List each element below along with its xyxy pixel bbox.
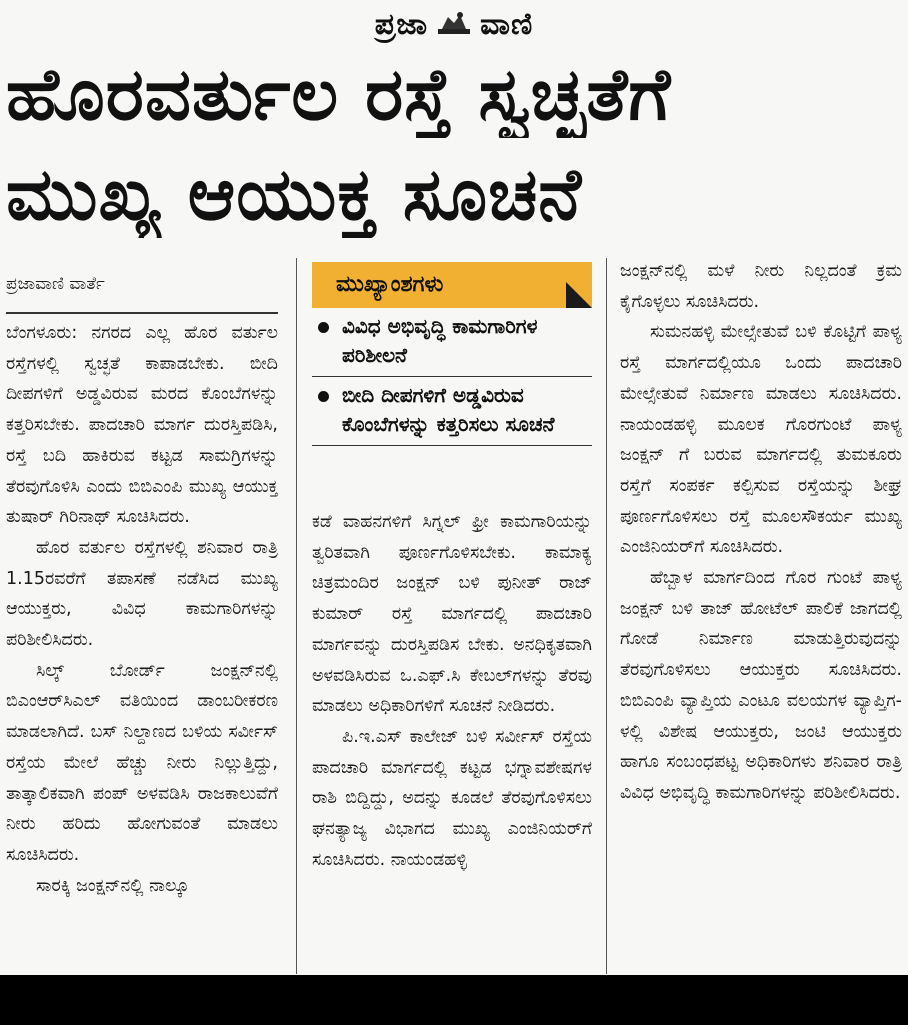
paragraph: ಬೆಂಗಳೂರು: ನಗರದ ಎಲ್ಲ ಹೊರ ವರ್ತುಲ ರಸ್ತೆಗಳಲ್ಲಿ ಸ್ವಚ್ಛತೆ ಕಾಪಾಡಬೇಕು. ಬೀದಿ ದೀಪಗಳಿಗೆ ಅಡ್ಡವಿರುವ ಮರದ ಕೊಂಬೆಗಳನ್ನು ಕತ್ತರಿಸಬೇಕು. ಪಾದಚಾರಿ ಮಾರ್ಗ ದುರಸ್ತಿಪಡಿಸಿ, ರಸ್ತೆ ಬದಿ ಹಾಕಿರುವ ಕಟ್ಟಡ ಸಾಮಗ್ರಿಗಳನ್ನು ತೆರವುಗೊಳಿಸಿ ಎಂದು ಬಿಬಿಎಂಪಿ ಮುಖ್ಯ ಆಯುಕ್ತ ತುಷಾರ್ ಗಿರಿನಾಥ್ ಸೂಚಿಸಿದರು.: [6, 323, 278, 528]
newspaper-emblem-icon: [436, 9, 472, 39]
highlight-text: ಬೀದಿ ದೀಪಗಳಿಗೆ ಅಡ್ಡವಿರುವ ಕೊಂಬೆಗಳನ್ನು ಕತ್ತರಿಸಲು ಸೂಚನೆ: [342, 383, 555, 436]
highlight-item: [312, 308, 592, 377]
article-column-1: [6, 256, 278, 901]
highlights-box: [312, 262, 592, 446]
byline: ಪ್ರಜಾವಾಣಿ ವಾರ್ತೆ: [6, 274, 105, 294]
highlight-item: [312, 377, 592, 446]
paragraph: ಹೆಬ್ಬಾಳ ಮಾರ್ಗದಿಂದ ಗೊರ ಗುಂಟೆ ಪಾಳ್ಯ ಜಂಕ್ಷನ್ ಬಳಿ ತಾಜ್ ಹೋಟೆಲ್ ಪಾಲಿಕೆ ಜಾಗದಲ್ಲಿ ಗೋಡೆ ನಿರ್ಮಾಣ ಮಾಡುತ್ತಿರುವುದನ್ನು ತೆರವುಗೊಳಿಸಲು ಆಯುಕ್ತರು ಸೂಚಿಸಿದರು. ಬಿಬಿಎಂಪಿ ವ್ಯಾಪ್ತಿಯ ಎಂಟೂ ವಲಯಗಳ ವ್ಯಾಪ್ತಿಗ- ಳಲ್ಲಿ ವಿಶೇಷ ಆಯುಕ್ತರು, ಜಂಟಿ ಆಯುಕ್ತರು ಹಾಗೂ ಸಂಬಂಧಪಟ್ಟ ಅಧಿಕಾರಿಗಳು ಶನಿವಾರ ರಾತ್ರಿ ವಿವಿಧ ಅಭಿವೃದ್ಧಿ ಕಾಮಗಾರಿಗಳನ್ನು ಪರಿಶೀಲಿಸಿದರು.: [620, 568, 902, 803]
paragraph: ಸಿಲ್ಕ್ ಬೋರ್ಡ್ ಜಂಕ್ಷನ್‌ನಲ್ಲಿ ಬಿಎಂಆರ್‌ಸಿಎಲ್ ವತಿಯಿಂದ ಡಾಂಬರೀಕರಣ ಮಾಡಲಾಗಿದೆ. ಬಸ್ ನಿಲ್ದಾಣದ ಬಳಿಯ ಸರ್ವೀಸ್ ರಸ್ತೆಯ ಮೇಲೆ ಹೆಚ್ಚು ನೀರು ನಿಲ್ಲುತ್ತಿದ್ದು, ತಾತ್ಕಾಲಿಕವಾಗಿ ಪಂಪ್ ಅಳವಡಿಸಿ ರಾಜಕಾಲುವೆಗೆ ನೀರು ಹರಿದು ಹೋಗುವಂತೆ ಮಾಡಲು ಸೂಚಿಸಿದರು.: [6, 660, 278, 865]
highlights-title-bar: [312, 262, 592, 308]
column-divider: [296, 258, 297, 974]
bullet-icon: [318, 322, 329, 333]
paragraph: ಹೊರ ವರ್ತುಲ ರಸ್ತೆಗಳಲ್ಲಿ ಶನಿವಾರ ರಾತ್ರಿ 1.15ರವರೆಗೆ ತಪಾಸಣೆ ನಡೆಸಿದ ಮುಖ್ಯ ಆಯುಕ್ತರು, ವಿವಿಧ ಕಾಮಗಾರಿಗಳನ್ನು ಪರಿಶೀಲಿಸಿದರು.: [6, 537, 278, 651]
highlight-text: ವಿವಿಧ ಅಭಿವೃದ್ಧಿ ಕಾಮಗಾರಿಗಳ ಪರಿಶೀಲನೆ: [342, 314, 538, 367]
bottom-black-bar: [0, 975, 908, 1025]
article-column-2: [312, 507, 592, 875]
bullet-icon: [318, 391, 329, 402]
headline-line-2: ಮುಖ್ಯ ಆಯುಕ್ತ ಸೂಚನೆ: [6, 152, 583, 236]
byline-divider: [6, 312, 278, 314]
masthead: [0, 2, 908, 46]
masthead-brand-left: ಪ್ರಜಾ: [374, 6, 429, 42]
paragraph: ಕಡೆ ವಾಹನಗಳಿಗೆ ಸಿಗ್ನಲ್ ಫ್ರೀ ಕಾಮಗಾರಿಯನ್ನು ತ್ವರಿತವಾಗಿ ಪೂರ್ಣಗೊಳಿಸಬೇಕು. ಕಾಮಾಕ್ಯ ಚಿತ್ರಮಂದಿರ ಜಂಕ್ಷನ್ ಬಳಿ ಪುನೀತ್ ರಾಜ್ ಕುಮಾರ್ ರಸ್ತೆ ಮಾರ್ಗದಲ್ಲಿ ಪಾದಚಾರಿ ಮಾರ್ಗವನ್ನು ದುರಸ್ತಿಪಡಿಸ ಬೇಕು. ಅನಧಿಕೃತವಾಗಿ ಅಳವಡಿಸಿರುವ ಒ.ಎಫ್.ಸಿ ಕೇಬಲ್‌ಗಳನ್ನು ತೆರವು ಮಾಡಲು ಅಧಿಕಾರಿಗಳಿಗೆ ಸೂಚನೆ ನೀಡಿದರು.: [312, 512, 592, 717]
paragraph: ಸಾರಕ್ಕಿ ಜಂಕ್ಷನ್‌ನಲ್ಲಿ ನಾಲ್ಕೂ: [36, 875, 190, 896]
masthead-brand-right: ವಾಣಿ: [480, 6, 534, 42]
paragraph: ಪಿ.ಇ.ಎಸ್ ಕಾಲೇಜ್ ಬಳಿ ಸರ್ವೀಸ್ ರಸ್ತೆಯ ಪಾದಚಾರಿ ಮಾರ್ಗದಲ್ಲಿ ಕಟ್ಟಡ ಭಗ್ನಾವಶೇಷಗಳ ರಾಶಿ ಬಿದ್ದಿದ್ದು, ಅದನ್ನು ಕೂಡಲೆ ತೆರವುಗೊಳಿಸಲು ಘನತ್ಯಾಜ್ಯ ವಿಭಾಗದ ಮುಖ್ಯ ಎಂಜಿನಿಯರ್‌ಗೆ ಸೂಚಿಸಿದರು. ನಾಯಂಡಹಳ್ಳಿ: [312, 726, 592, 870]
column-divider: [606, 258, 607, 974]
paragraph: ಜಂಕ್ಷನ್‌ನಲ್ಲಿ ಮಳೆ ನೀರು ನಿಲ್ಲದಂತೆ ಕ್ರಮ ಕೈಗೊಳ್ಳಲು ಸೂಚಿಸಿದರು.: [620, 261, 902, 312]
page-fold-icon: [566, 282, 592, 308]
paragraph: ಸುಮನಹಳ್ಳಿ ಮೇಲ್ಸೇತುವೆ ಬಳಿ ಕೊಟ್ಟಿಗೆ ಪಾಳ್ಯ ರಸ್ತೆ ಮಾರ್ಗದಲ್ಲಿಯೂ ಒಂದು ಪಾದಚಾರಿ ಮೇಲ್ಸೇತುವೆ ನಿರ್ಮಾಣ ಮಾಡಲು ಸೂಚಿಸಿದರು. ನಾಯಂಡಹಳ್ಳಿ ಮೂಲಕ ಗೊರಗುಂಟೆ ಪಾಳ್ಯ ಜಂಕ್ಷನ್ ಗೆ ಬರುವ ಮಾರ್ಗದಲ್ಲಿ ತುಮಕೂರು ರಸ್ತೆಗೆ ಸಂಪರ್ಕ ಕಲ್ಪಿಸುವ ರಸ್ತೆಯನ್ನು ಶೀಘ್ರ ಪೂರ್ಣಗೊಳಿಸಲು ರಸ್ತೆ ಮೂಲಸೌಕರ್ಯ ಮುಖ್ಯ ಎಂಜಿನಿಯರ್‌ಗೆ ಸೂಚಿಸಿದರು.: [620, 322, 902, 558]
article-column-3: [620, 256, 902, 809]
highlights-title: ಮುಖ್ಯಾಂಶಗಳು: [336, 272, 444, 297]
headline-line-1: ಹೊರವರ್ತುಲ ರಸ್ತೆ ಸ್ವಚ್ಛತೆಗೆ: [6, 52, 672, 136]
